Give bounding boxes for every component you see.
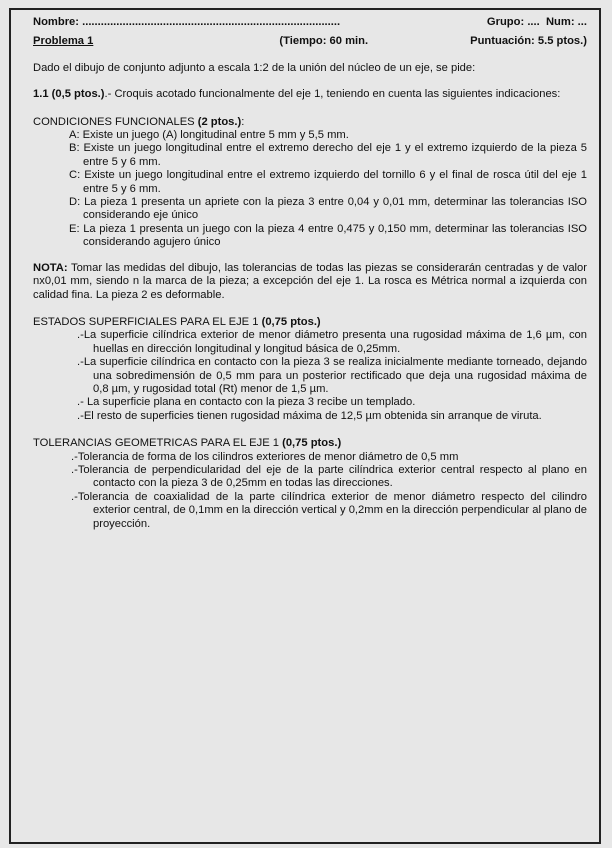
- question-1-1-label: 1.1 (0,5 ptos.): [33, 88, 105, 101]
- num-field[interactable]: Num: ...: [545, 16, 587, 28]
- score-label: Puntuación: 5.5 ptos.): [470, 35, 587, 48]
- time-label: (Tiempo: 60 min.: [279, 35, 369, 48]
- condition-a: A: Existe un juego (A) longitudinal entre 5 mm y 5,5 mm.: [69, 129, 349, 142]
- header-line: [33, 16, 587, 29]
- surface-item-1: .-La superficie cilíndrica exterior de menor diámetro presenta una rugosidad máxima de 1,6 µm, con huellas en dirección longitudinal y longitud básica de 0,25mm.: [77, 329, 587, 355]
- question-1-1: [33, 88, 587, 101]
- surfaces-points: (0,75 ptos.): [261, 315, 321, 328]
- tolerances-points: (0,75 ptos.): [282, 437, 342, 450]
- conditions-heading: CONDICIONES FUNCIONALES: [33, 115, 195, 128]
- nota-text-a: Tomar las medidas del dibujo, las tolerancias de todas las piezas se considerarán centradas y de valor nx0,01 mm, siendo n la marca de la pieza; a excepción del eje 1.: [33, 261, 587, 288]
- question-1-1-text: .- Croquis acotado funcionalmente del eje 1, teniendo en cuenta las siguientes indicaciones:: [104, 88, 561, 101]
- condition-c: C: Existe un juego longitudinal entre el extremo izquierdo del tornillo 6 y el final de rosca útil del eje 1 entre 5 y 6 mm.: [69, 169, 587, 195]
- tolerance-item-1: .-Tolerancia de forma de los cilindros exteriores de menor diámetro de 0,5 mm: [71, 450, 459, 463]
- conditions-colon: :: [241, 115, 245, 128]
- surface-item-4: .-El resto de superficies tienen rugosidad máxima de 12,5 µm obtenida sin arranque de viruta.: [77, 409, 542, 422]
- surfaces-title: [33, 316, 587, 329]
- nota-text-b: La rosca es Métrica normal a izquierda con calidad fina. La pieza 2 es deformable.: [33, 275, 588, 301]
- exam-page: [9, 8, 601, 844]
- surfaces-heading: ESTADOS SUPERFICIALES PARA EL EJE 1: [33, 315, 259, 328]
- problem-row: [33, 35, 587, 48]
- name-field[interactable]: Nombre: ...................................................................................: [33, 16, 341, 28]
- problem-title: Problema 1: [33, 35, 94, 48]
- tolerances-title: [33, 437, 587, 450]
- nota: [33, 262, 587, 302]
- tolerance-item-3: .-Tolerancia de coaxialidad de la parte cilíndrica exterior de menor diámetro respecto del cilindro exterior central, de 0,1mm en la dirección vertical y 0,2mm en la dirección perpendicular al plano de proyección.: [71, 490, 587, 530]
- condition-e: E: La pieza 1 presenta un juego con la pieza 4 entre 0,475 y 0,150 mm, determinar las tolerancias ISO considerando agujero único: [69, 222, 587, 249]
- intro-text: Dado el dibujo de conjunto adjunto a escala 1:2 de la unión del núcleo de un eje, se pide:: [33, 61, 476, 74]
- tolerance-item-2: .-Tolerancia de perpendicularidad del eje de la parte cilíndrica exterior central respecto al plano en contacto con la pieza 3 de 0,25mm en todas las direcciones.: [71, 463, 587, 490]
- condition-d: D: La pieza 1 presenta un apriete con la pieza 3 entre 0,04 y 0,01 mm, determinar las tolerancias ISO considerando eje único: [69, 196, 587, 222]
- conditions-points: (2 ptos.): [197, 115, 242, 128]
- condition-b: B: Existe un juego longitudinal entre el extremo derecho del eje 1 y el extremo izquierdo de la pieza 5 entre 5 y 6 mm.: [69, 142, 587, 168]
- nota-label: NOTA:: [33, 261, 68, 274]
- surface-item-3: .- La superficie plana en contacto con la pieza 3 recibe un templado.: [77, 396, 416, 409]
- tolerances-heading: TOLERANCIAS GEOMETRICAS PARA EL EJE 1: [33, 437, 279, 450]
- group-field[interactable]: Grupo: ....: [486, 16, 540, 28]
- conditions-title: [33, 116, 587, 129]
- surface-item-2: .-La superficie cilíndrica en contacto con la pieza 3 se realiza inicialmente mediante torneado, dejando una sobredimensión de 0,5 mm para un posterior rectificado que deja una rugosidad máxima de 0,8 µm, y rugosidad total (Rt) menor de 1,5 µm.: [77, 356, 587, 395]
